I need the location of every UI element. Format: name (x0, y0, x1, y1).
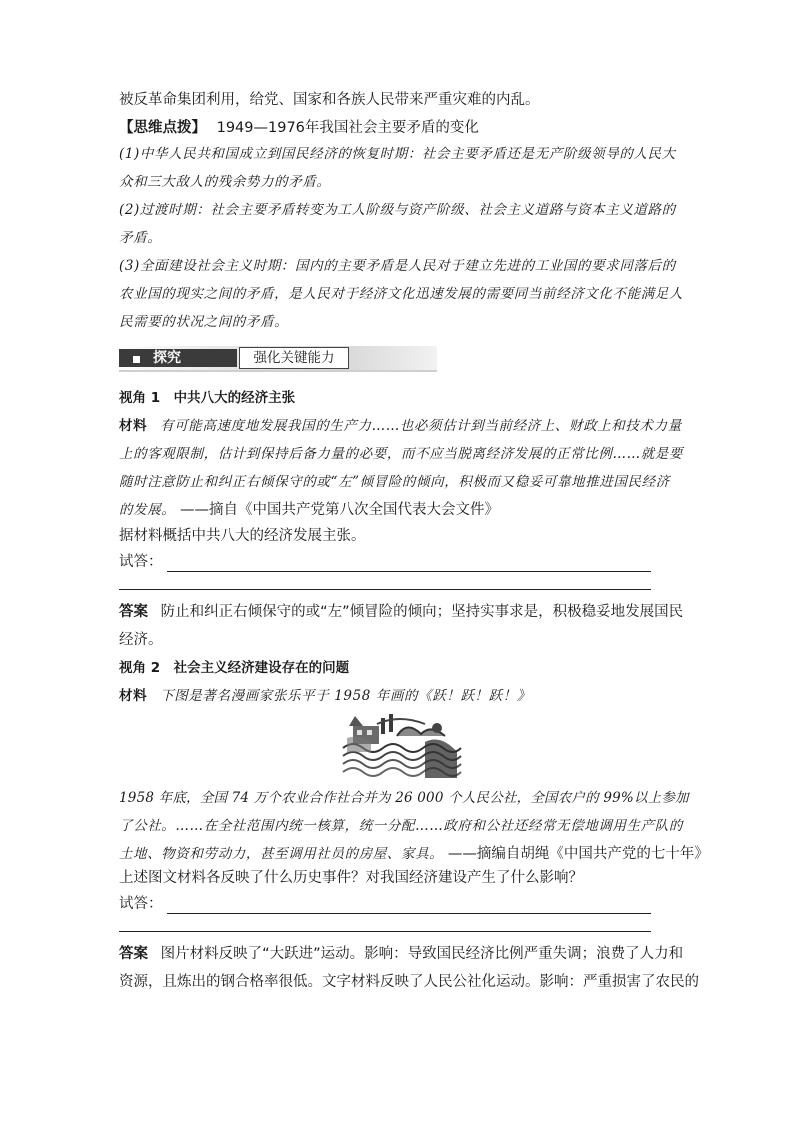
tip-point-3-line: 农业国的现实之间的矛盾，是人民对于经济文化迅速发展的需要同当前经济文化不能满足人 (119, 286, 683, 302)
material-line (119, 844, 709, 864)
answer-line: 经济。 (119, 632, 163, 648)
material-text: 有可能高速度地发展我国的生产力……也必须估计到当前经济上、财政上和技术力量 (160, 418, 682, 434)
answer-tag: 答案 (119, 946, 148, 962)
try-label: 试答： (119, 554, 163, 570)
angle-2-text-material (119, 788, 709, 864)
thinking-tip-point-3 (119, 256, 683, 332)
banner-underline (119, 370, 437, 372)
angle-1-answer-row (119, 552, 651, 572)
cartoon-illustration (341, 712, 463, 780)
thinking-tip-heading-row (119, 118, 675, 138)
material-text: 的发展。 (119, 502, 176, 518)
banner-subtitle: 强化关键能力 (239, 347, 349, 369)
answer-text: 图片材料反映了“大跃进”运动。影响：导致国民经济比例严重失调；浪费了人力和 (160, 946, 684, 962)
tip-point-2-line: 矛盾。 (119, 230, 162, 246)
tip-point-3-line: 民需要的状况之间的矛盾。 (119, 314, 289, 330)
cartoon-image-wrap (119, 712, 675, 780)
square-bullet-icon (133, 356, 140, 363)
answer-line: 资源，且炼出的钢合格率很低。文字材料反映了人民公社化运动。影响：严重损害了农民的 (119, 974, 699, 990)
answer-input-line[interactable] (167, 555, 652, 572)
answer-input-line-2[interactable] (119, 588, 651, 590)
answer-line (119, 602, 684, 622)
angle-2-question: 上述图文材料各反映了什么历史事件？对我国经济建设产生了什么影响？ (119, 870, 583, 886)
angle-2-answer-row (119, 894, 651, 914)
tip-point-1-line: (1)中华人民共和国成立到国民经济的恢复时期：社会主要矛盾还是无产阶级领导的人民大 (119, 146, 676, 162)
material-line: 上的客观限制，估计到保持后备力量的必要，而不应当脱离经济发展的正常比例……就是要 (119, 446, 683, 462)
banner-title: 探究 (153, 350, 181, 366)
angle-2-heading: 视角 2 社会主义经济建设存在的问题 (119, 660, 350, 676)
angle-1-heading: 视角 1 中共八大的经济主张 (119, 390, 296, 406)
material-text: 下图是著名漫画家张乐平于 1958 年画的《跃！跃！跃！》 (160, 688, 531, 704)
material-line: 了公社。……在全社范围内统一核算，统一分配……政府和公社还经常无偿地调用生产队的 (119, 818, 683, 834)
document-page (119, 90, 709, 992)
material-text: 土地、物资和劳动力，甚至调用社员的房屋、家具。 (119, 846, 444, 862)
answer-input-line[interactable] (167, 897, 652, 914)
answer-input-line-2[interactable] (119, 930, 651, 932)
material-line: 1958 年底，全国 74 万个农业合作社合并为 26 000 个人民公社，全国农户的 99%以上参加 (119, 790, 689, 806)
material-line: 随时注意防止和纠正右倾保守的或“左”倾冒险的倾向，积极而又稳妥可靠地推进国民经济 (119, 474, 670, 490)
material-source: ——摘自《中国共产党第八次全国代表大会文件》 (180, 502, 500, 518)
material-tag: 材料 (119, 418, 148, 434)
tip-point-1-line: 众和三大敌人的残余势力的矛盾。 (119, 174, 331, 190)
material-tag: 材料 (119, 688, 148, 704)
banner-dark-block (119, 349, 237, 367)
tip-point-2-line: (2)过渡时期：社会主要矛盾转变为工人阶级与资产阶级、社会主义道路与资本主义道路的 (119, 202, 676, 218)
tip-point-3-line: (3)全面建设社会主义时期：国内的主要矛盾是人民对于建立先进的工业国的要求同落后的 (119, 258, 676, 274)
thinking-tip-point-2 (119, 200, 675, 248)
try-label: 试答： (119, 896, 163, 912)
material-line (119, 416, 682, 436)
section-banner (119, 346, 437, 372)
material-line (119, 500, 675, 520)
thinking-tip-heading: 1949—1976年我国社会主要矛盾的变化 (216, 120, 479, 136)
thinking-tip-point-1 (119, 144, 675, 192)
angle-1-material (119, 416, 683, 520)
answer-tag: 答案 (119, 604, 148, 620)
angle-1-question: 据材料概括中共八大的经济发展主张。 (119, 528, 366, 544)
angle-2-answer (119, 944, 699, 992)
paragraph-intro: 被反革命集团利用，给党、国家和各族人民带来严重灾难的内乱。 (119, 92, 540, 108)
answer-line (119, 944, 684, 964)
material-source: ——摘编自胡绳《中国共产党的七十年》 (447, 846, 709, 862)
angle-1-answer (119, 602, 684, 650)
answer-text: 防止和纠正右倾保守的或“左”倾冒险的倾向；坚持实事求是，积极稳妥地发展国民 (160, 604, 684, 620)
angle-2-material-intro (119, 686, 675, 706)
thinking-tip-tag: 【思维点拨】 (119, 120, 206, 136)
